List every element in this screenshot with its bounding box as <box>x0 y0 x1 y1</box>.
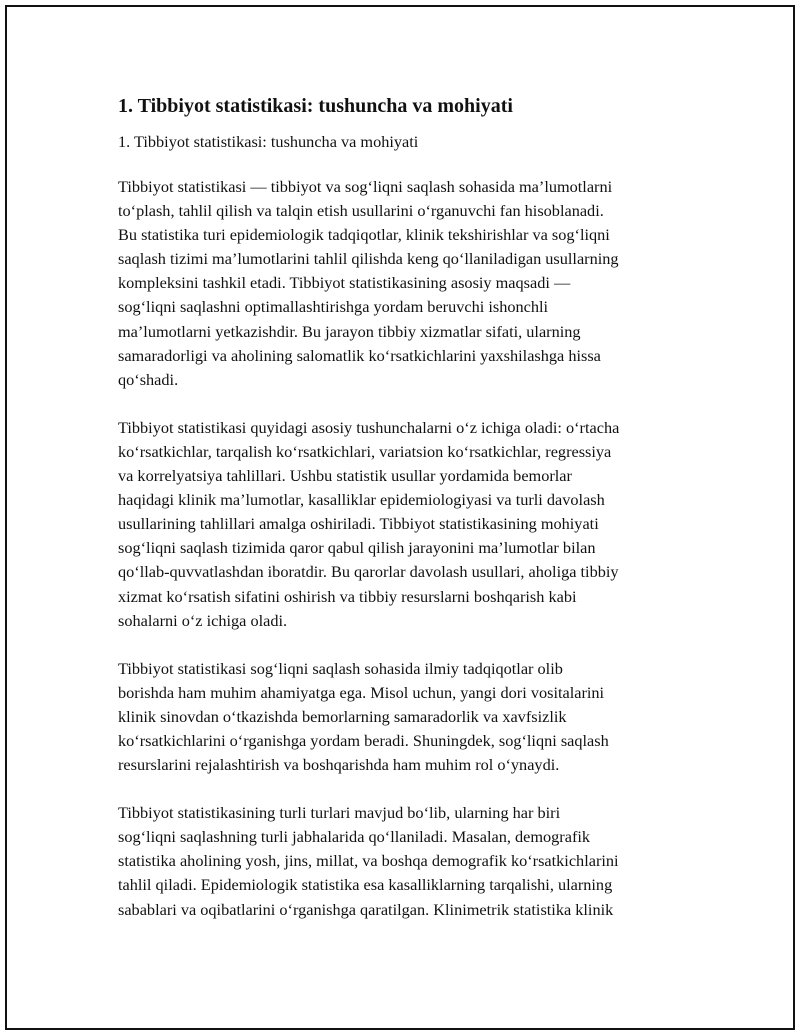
paragraph-line: ma’lumotlarni yetkazishdir. Bu jarayon tibbiy xizmatlar sifati, ularning <box>118 321 581 341</box>
paragraph <box>118 175 688 392</box>
paragraph-line: Tibbiyot statistikasining turli turlari mavjud bo‘lib, ularning har biri <box>118 803 561 823</box>
paragraph-line: sohalarni o‘z ichiga oladi. <box>118 610 288 630</box>
paragraph-line: va korrelyatsiya tahlillari. Ushbu statistik usullar yordamida bemorlar <box>118 466 572 486</box>
paragraph-line: sog‘liqni saqlash tizimida qaror qabul qilish jarayonini ma’lumotlar bilan <box>118 538 596 558</box>
document-subtitle: 1. Tibbiyot statistikasi: tushuncha va mohiyati <box>118 132 419 151</box>
paragraph-line: qo‘llab-quvvatlashdan iboratdir. Bu qarorlar davolash usullari, aholiga tibbiy <box>118 562 619 582</box>
paragraph-line: Tibbiyot statistikasi quyidagi asosiy tushunchalarni o‘z ichiga oladi: o‘rtacha <box>118 417 620 437</box>
paragraph-line: ko‘rsatkichlarini o‘rganishga yordam beradi. Shuningdek, sog‘liqni saqlash <box>118 730 609 750</box>
paragraph-line: usullarining tahlillari amalga oshiriladi. Tibbiyot statistikasining mohiyati <box>118 514 599 534</box>
paragraph-line: statistika aholining yosh, jins, millat, va boshqa demografik ko‘rsatkichlarini <box>118 851 619 871</box>
paragraph-line: Bu statistika turi epidemiologik tadqiqotlar, klinik tekshirishlar va sog‘liqni <box>118 225 610 245</box>
paragraph-line: resurslarini rejalashtirish va boshqarishda ham muhim rol o‘ynaydi. <box>118 755 560 775</box>
paragraph-line: qo‘shadi. <box>118 369 179 389</box>
paragraph-list <box>118 175 688 922</box>
paragraph-line: sog‘liqni saqlashni optimallashtirishga yordam beruvchi ishonchli <box>118 297 549 317</box>
paragraph <box>118 416 688 633</box>
paragraph-line: sabablari va oqibatlarini o‘rganishga qaratilgan. Klinimetrik statistika klinik <box>118 899 614 919</box>
paragraph-line: ko‘rsatkichlar, tarqalish ko‘rsatkichlari, variatsion ko‘rsatkichlar, regressiya <box>118 441 612 461</box>
document-body <box>118 92 688 946</box>
paragraph-line: to‘plash, tahlil qilish va talqin etish usullarini o‘rganuvchi fan hisoblanadi. <box>118 201 604 221</box>
paragraph <box>118 657 688 777</box>
paragraph-line: klinik sinovdan o‘tkazishda bemorlarning samaradorlik va xavfsizlik <box>118 706 567 726</box>
paragraph <box>118 801 688 921</box>
paragraph-line: sog‘liqni saqlashning turli jabhalarida qo‘llaniladi. Masalan, demografik <box>118 827 591 847</box>
paragraph-line: Tibbiyot statistikasi — tibbiyot va sog‘liqni saqlash sohasida ma’lumotlarni <box>118 177 613 196</box>
paragraph-line: samaradorligi va aholining salomatlik ko‘rsatkichlarini yaxshilashga hissa <box>118 345 601 365</box>
paragraph-line: haqidagi klinik ma’lumotlar, kasalliklar epidemiologiyasi va turli davolash <box>118 490 605 510</box>
paragraph-line: borishda ham muhim ahamiyatga ega. Misol uchun, yangi dori vositalarini <box>118 682 605 702</box>
paragraph-line: tahlil qiladi. Epidemiologik statistika esa kasalliklarning tarqalishi, ularning <box>118 875 613 895</box>
paragraph-line: Tibbiyot statistikasi sog‘liqni saqlash sohasida ilmiy tadqiqotlar olib <box>118 658 563 678</box>
document-title: 1. Tibbiyot statistikasi: tushuncha va mohiyati <box>118 95 513 117</box>
paragraph-line: saqlash tizimi ma’lumotlarini tahlil qilishda keng qo‘llaniladigan usullarning <box>118 249 619 269</box>
paragraph-line: xizmat ko‘rsatish sifatini oshirish va tibbiy resurslarni boshqarish kabi <box>118 586 577 606</box>
paragraph-line: kompleksini tashkil etadi. Tibbiyot statistikasining asosiy maqsadi — <box>118 273 571 293</box>
